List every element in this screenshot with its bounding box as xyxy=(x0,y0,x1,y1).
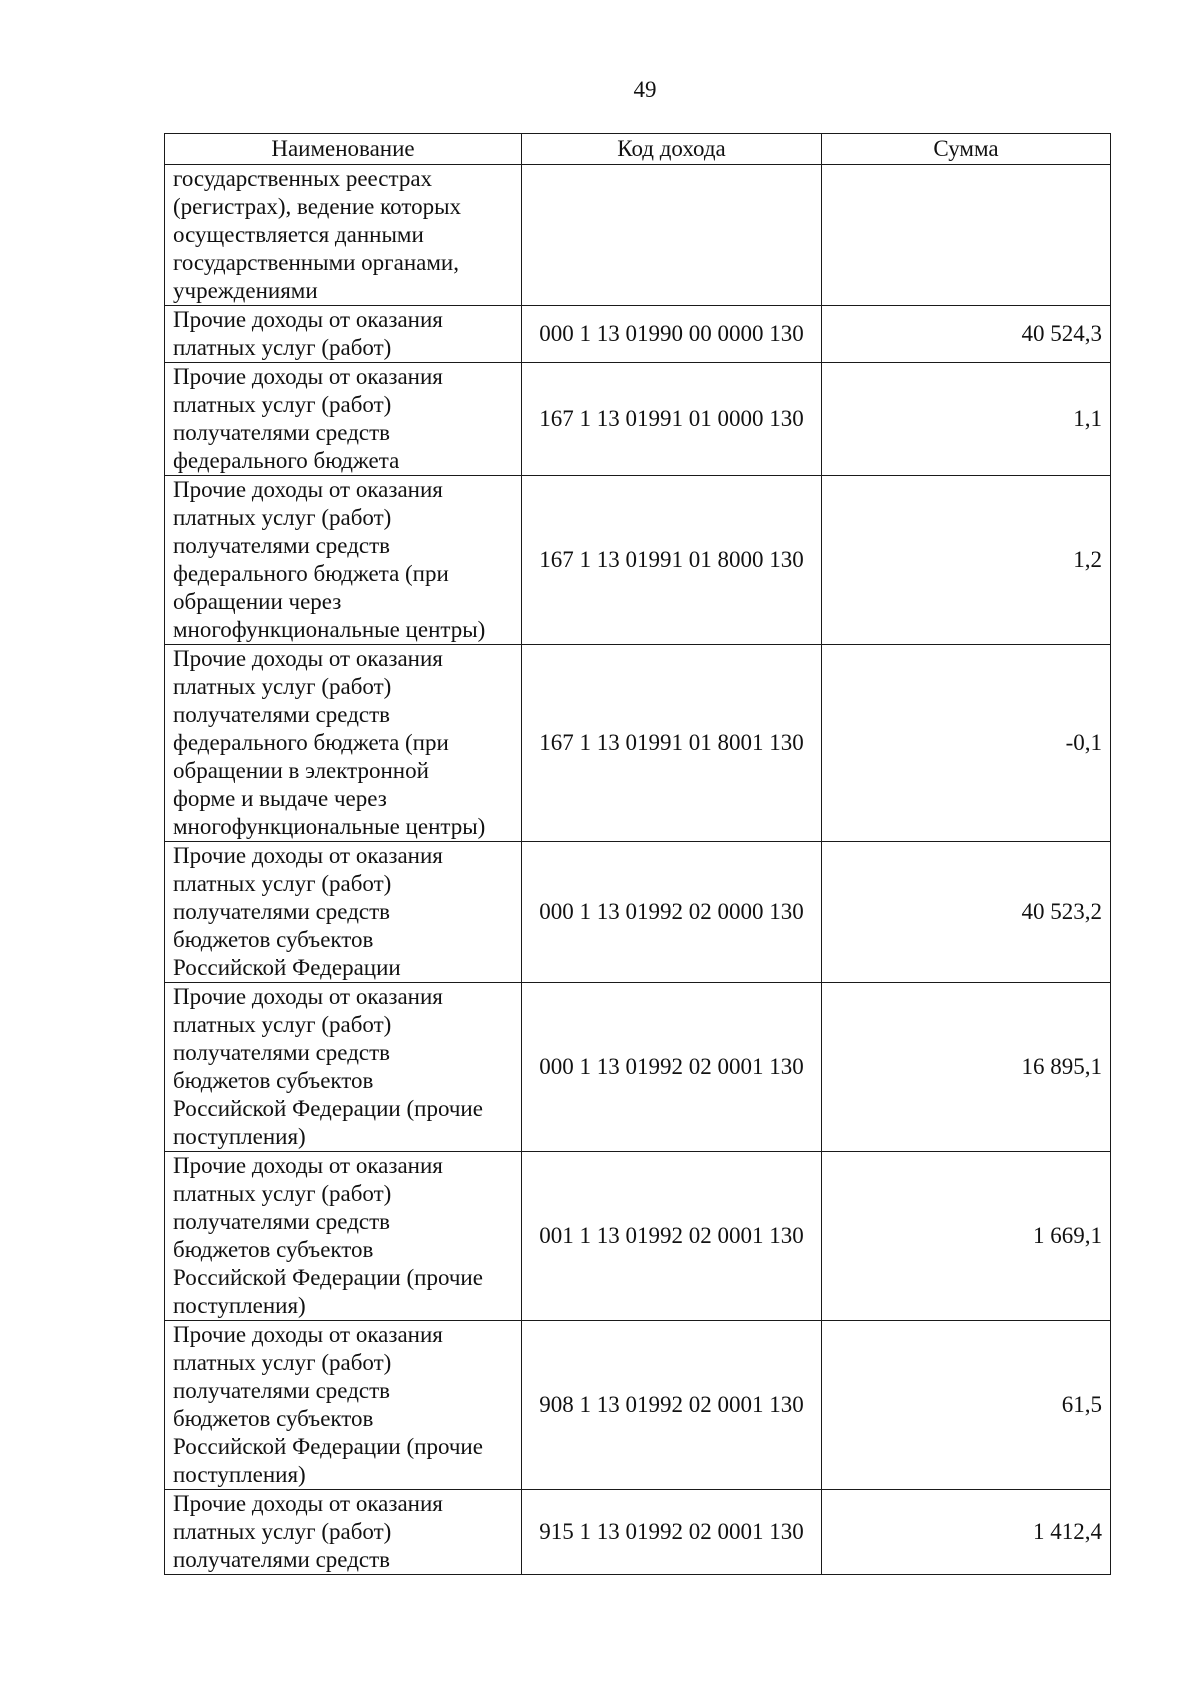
row-name: Прочие доходы от оказания платных услуг (работ) получателями средств федерального бюджета xyxy=(165,363,522,476)
row-code: 167 1 13 01991 01 0000 130 xyxy=(522,363,822,476)
row-sum: 40 524,3 xyxy=(822,306,1111,363)
row-code: 000 1 13 01990 00 0000 130 xyxy=(522,306,822,363)
table-row xyxy=(165,165,1111,306)
header-sum: Сумма xyxy=(822,134,1111,165)
table-header-row xyxy=(165,134,1111,165)
table-row xyxy=(165,1152,1111,1321)
table-row xyxy=(165,1321,1111,1490)
page-number: 49 xyxy=(633,77,657,102)
table-row xyxy=(165,983,1111,1152)
table-row xyxy=(165,306,1111,363)
row-name: Прочие доходы от оказания платных услуг (работ) получателями средств бюджетов субъектов Российской Федерации (прочие поступления) xyxy=(165,1321,522,1490)
row-code: 001 1 13 01992 02 0001 130 xyxy=(522,1152,822,1321)
row-name: государственных реестрах (регистрах), ведение которых осуществляется данными государственными органами, учреждениями xyxy=(165,165,522,306)
table-row xyxy=(165,476,1111,645)
row-name: Прочие доходы от оказания платных услуг (работ) получателями средств федерального бюджета (при обращении в электронной форме и выдаче через многофункциональные центры) xyxy=(165,645,522,842)
row-name: Прочие доходы от оказания платных услуг (работ) получателями средств бюджетов субъектов Российской Федерации (прочие поступления) xyxy=(165,1152,522,1321)
row-code: 000 1 13 01992 02 0000 130 xyxy=(522,842,822,983)
table-row xyxy=(165,1490,1111,1575)
row-name: Прочие доходы от оказания платных услуг (работ) xyxy=(165,306,522,363)
row-sum: 1,2 xyxy=(822,476,1111,645)
row-sum: 16 895,1 xyxy=(822,983,1111,1152)
row-sum: 61,5 xyxy=(822,1321,1111,1490)
row-code: 908 1 13 01992 02 0001 130 xyxy=(522,1321,822,1490)
row-sum: 1 412,4 xyxy=(822,1490,1111,1575)
row-name: Прочие доходы от оказания платных услуг (работ) получателями средств xyxy=(165,1490,522,1575)
table-row xyxy=(165,842,1111,983)
header-name: Наименование xyxy=(165,134,522,165)
row-code: 167 1 13 01991 01 8000 130 xyxy=(522,476,822,645)
row-sum xyxy=(822,165,1111,306)
header-code: Код дохода xyxy=(522,134,822,165)
table-row xyxy=(165,363,1111,476)
row-code: 000 1 13 01992 02 0001 130 xyxy=(522,983,822,1152)
row-name: Прочие доходы от оказания платных услуг (работ) получателями средств бюджетов субъектов Российской Федерации (прочие поступления) xyxy=(165,983,522,1152)
row-sum: 1,1 xyxy=(822,363,1111,476)
row-code: 167 1 13 01991 01 8001 130 xyxy=(522,645,822,842)
row-code xyxy=(522,165,822,306)
row-name: Прочие доходы от оказания платных услуг (работ) получателями средств бюджетов субъектов Российской Федерации xyxy=(165,842,522,983)
row-sum: 40 523,2 xyxy=(822,842,1111,983)
row-sum: -0,1 xyxy=(822,645,1111,842)
income-table xyxy=(164,133,1111,1575)
row-name: Прочие доходы от оказания платных услуг (работ) получателями средств федерального бюджета (при обращении через многофункциональные центры) xyxy=(165,476,522,645)
row-code: 915 1 13 01992 02 0001 130 xyxy=(522,1490,822,1575)
row-sum: 1 669,1 xyxy=(822,1152,1111,1321)
table-row xyxy=(165,645,1111,842)
